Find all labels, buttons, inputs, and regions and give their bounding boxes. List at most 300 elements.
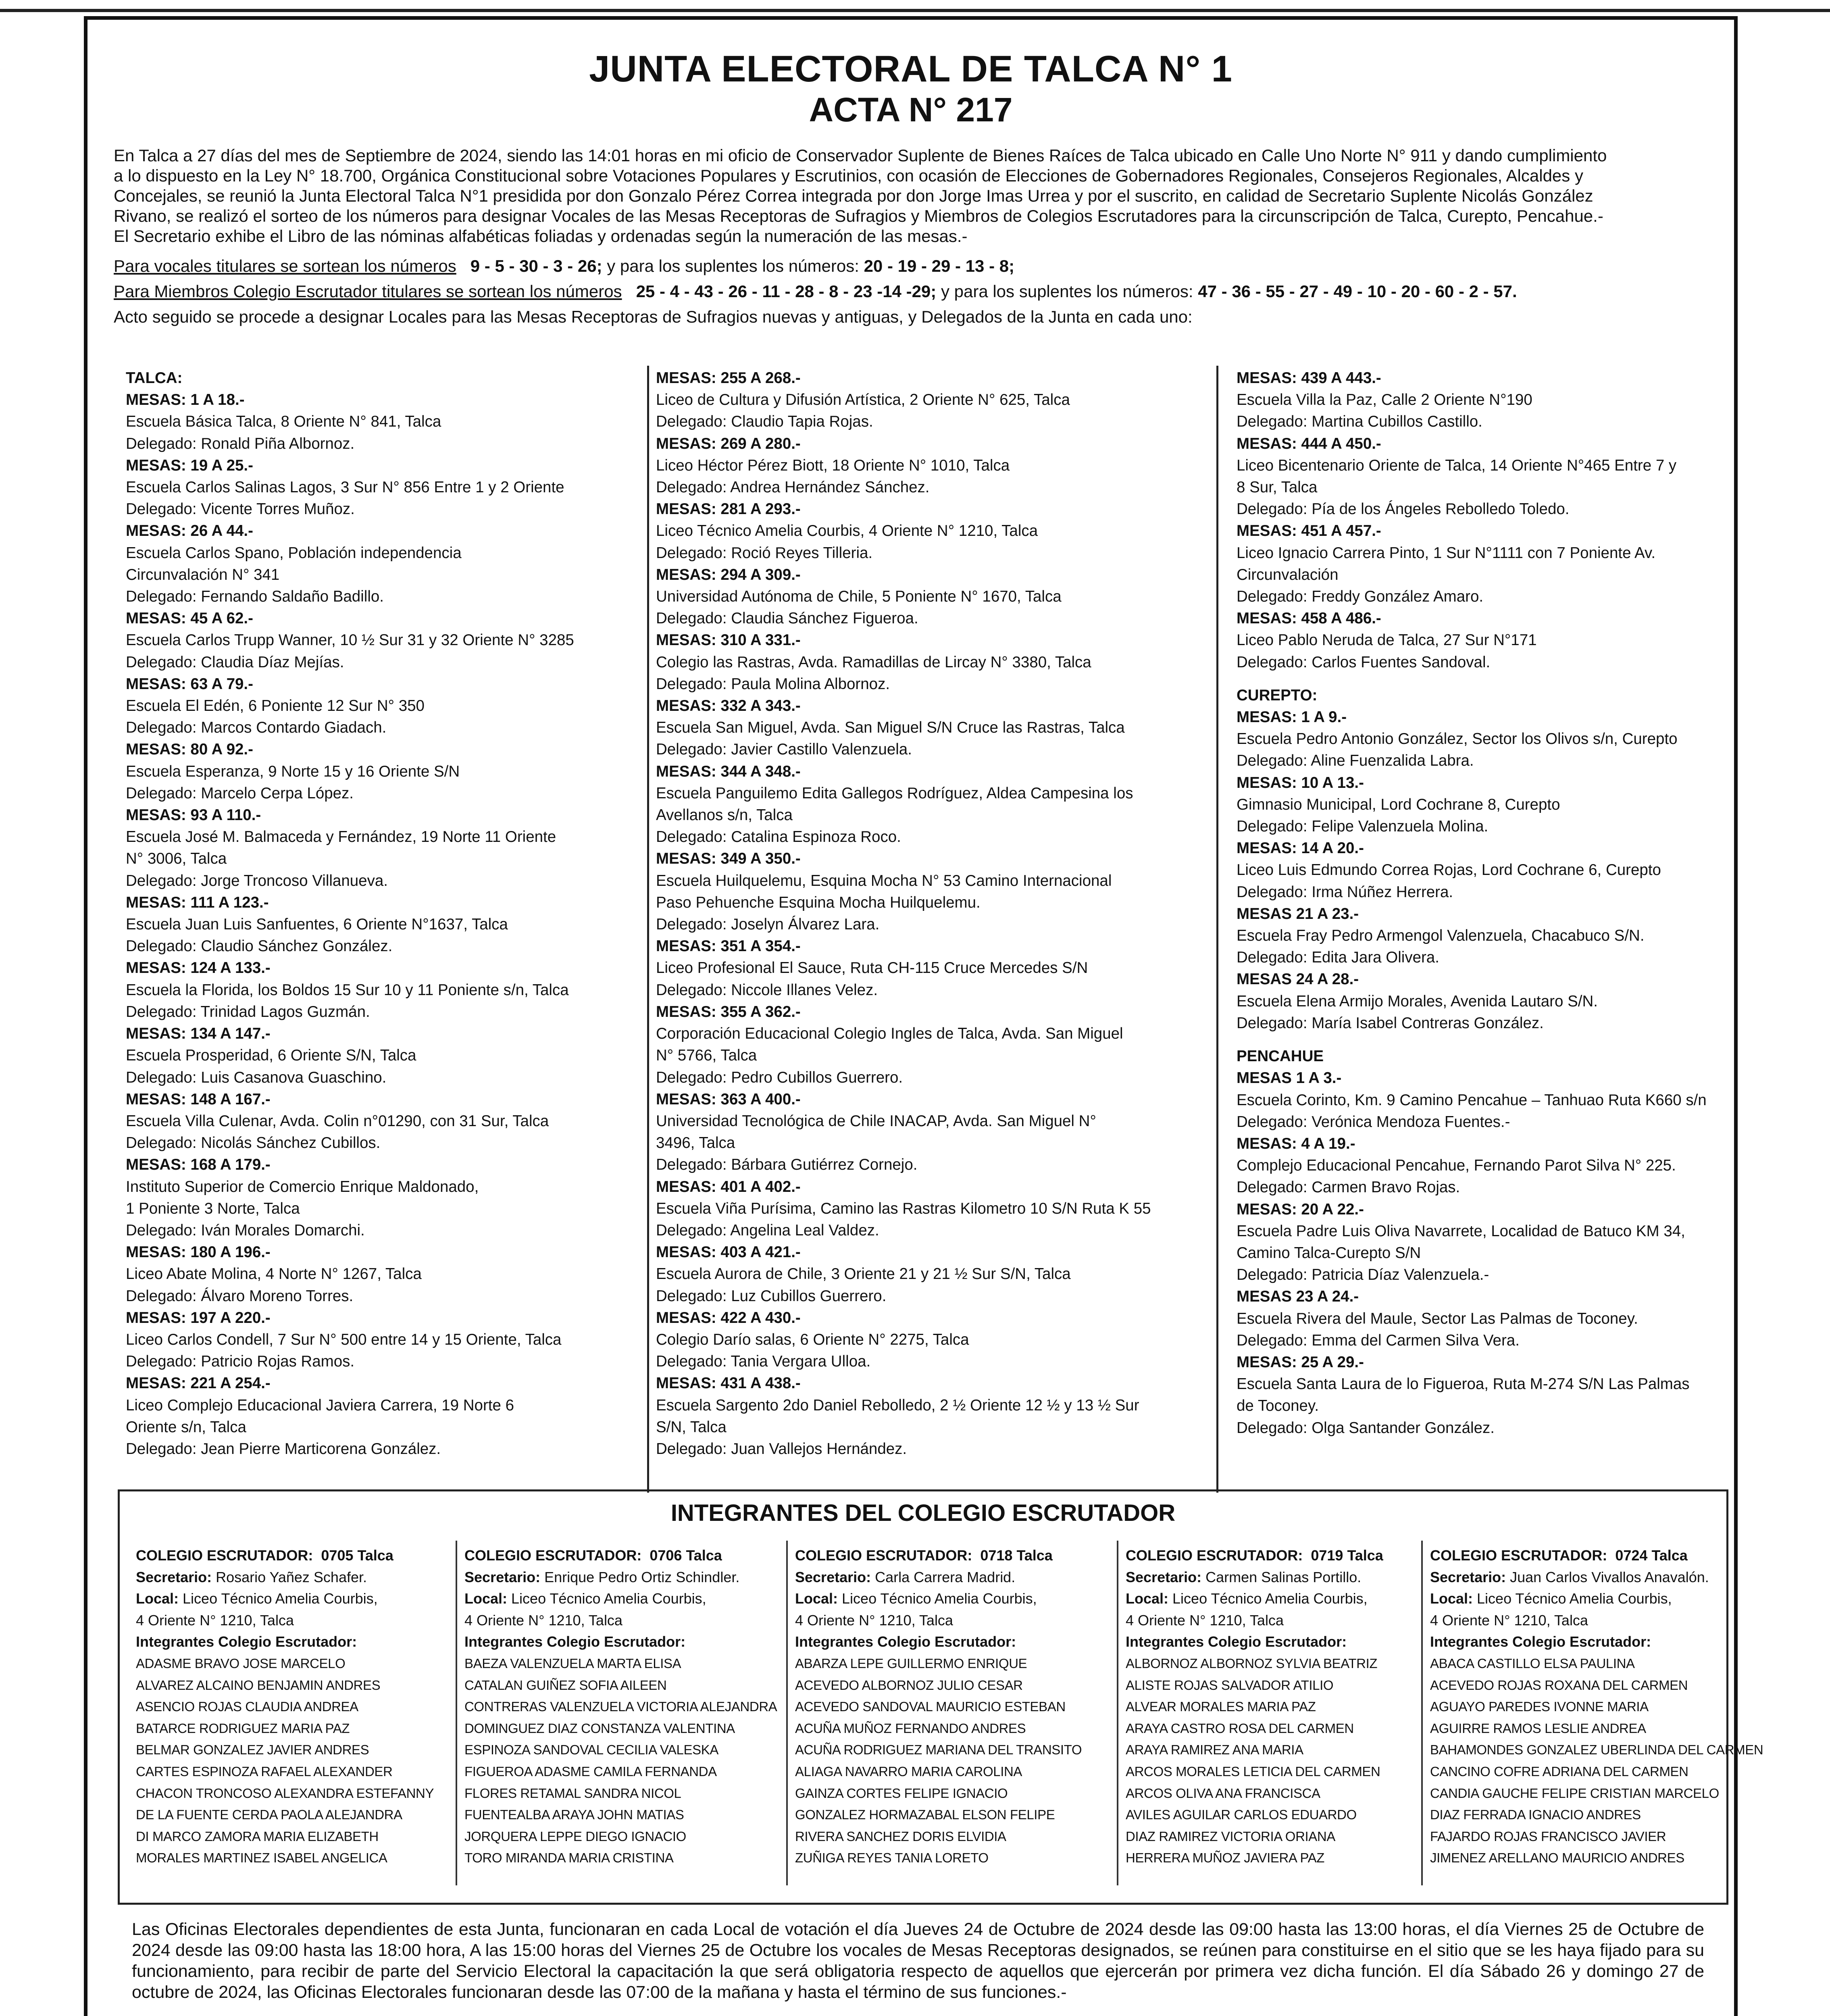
local-detail-line: Delegado: Bárbara Gutiérrez Cornejo. <box>656 1156 918 1174</box>
local-detail-line: Delegado: Angelina Leal Valdez. <box>656 1221 879 1239</box>
locales-column-talca-2 <box>656 367 1151 1460</box>
colegio-member: JIMENEZ ARELLANO MAURICIO ANDRES <box>1430 1850 1684 1866</box>
mesas-heading: MESAS: 431 A 438.- <box>656 1375 801 1392</box>
colegio-local <box>464 1588 777 1610</box>
local-detail-line: Universidad Tecnológica de Chile INACAP, Avda. San Miguel N° <box>656 1112 1096 1130</box>
colegio-integrantes-heading <box>464 1631 777 1653</box>
local-detail-line: Escuela Villa la Paz, Calle 2 Oriente N°190 <box>1237 391 1532 409</box>
colegio-local-address <box>136 1610 434 1631</box>
colegio-heading <box>1430 1545 1763 1566</box>
colegio-number: 0719 Talca <box>1311 1547 1383 1564</box>
local-address: 4 Oriente N° 1210, Talca <box>136 1612 294 1629</box>
colegio-member: CONTRERAS VALENZUELA VICTORIA ALEJANDRA <box>464 1699 777 1714</box>
colegio-member: ARCOS MORALES LETICIA DEL CARMEN <box>1126 1764 1380 1779</box>
colegio-title: INTEGRANTES DEL COLEGIO ESCRUTADOR <box>670 1500 1176 1526</box>
vocales-titulares-numbers: 9 - 5 - 30 - 3 - 26; <box>470 256 602 275</box>
mesas-heading: MESAS: 124 A 133.- <box>126 959 271 977</box>
colegio-divider <box>786 1541 788 1885</box>
mesas-heading: MESAS: 221 A 254.- <box>126 1375 271 1392</box>
colegio-member: ARAYA RAMIREZ ANA MARIA <box>1126 1742 1303 1758</box>
local-detail-line: 1 Poniente 3 Norte, Talca <box>126 1200 300 1217</box>
colegio-local-address <box>795 1610 1082 1631</box>
colegio-member: BAEZA VALENZUELA MARTA ELISA <box>464 1656 681 1671</box>
colegio-member: FLORES RETAMAL SANDRA NICOL <box>464 1785 681 1801</box>
local-detail-line: Escuela Santa Laura de lo Figueroa, Ruta M-274 S/N Las Palmas <box>1237 1375 1690 1393</box>
local-detail-line: Escuela Prosperidad, 6 Oriente S/N, Talca <box>126 1047 416 1064</box>
colegio-draw-label: Para Miembros Colegio Escrutador titulares se sortean los números <box>114 282 622 301</box>
colegio-label: COLEGIO ESCRUTADOR: <box>136 1547 313 1564</box>
colegio-titulares-numbers: 25 - 4 - 43 - 26 - 11 - 28 - 8 - 23 -14 -29; <box>636 282 937 301</box>
local-detail-line: Delegado: Jorge Troncoso Villanueva. <box>126 872 388 889</box>
mesas-heading: MESAS: 439 A 443.- <box>1237 369 1381 387</box>
local-detail-line: Escuela Rivera del Maule, Sector Las Palmas de Toconey. <box>1237 1310 1638 1327</box>
colegio-secretario <box>1430 1566 1763 1588</box>
local-detail-line: Delegado: Pía de los Ángeles Rebolledo Toledo. <box>1237 500 1570 518</box>
colegio-integrantes-heading <box>1430 1631 1763 1653</box>
mesas-heading: MESAS: 14 A 20.- <box>1237 839 1364 857</box>
local-detail-line: Delegado: Roció Reyes Tilleria. <box>656 544 873 562</box>
local-detail-line: Circunvalación <box>1237 566 1339 583</box>
colegio-member: GAINZA CORTES FELIPE IGNACIO <box>795 1785 1008 1801</box>
colegio-member: ABARZA LEPE GUILLERMO ENRIQUE <box>795 1656 1027 1671</box>
colegio-member: ADASME BRAVO JOSE MARCELO <box>136 1656 346 1671</box>
local-label: Local: <box>464 1590 508 1607</box>
local-detail-line: Liceo Complejo Educacional Javiera Carrera, 19 Norte 6 <box>126 1396 514 1414</box>
colegio-label: COLEGIO ESCRUTADOR: <box>1126 1547 1303 1564</box>
local-detail-line: Delegado: Emma del Carmen Silva Vera. <box>1237 1331 1520 1349</box>
local-detail-line: Liceo Abate Molina, 4 Norte N° 1267, Talca <box>126 1265 422 1283</box>
mesas-heading: MESAS: 111 A 123.- <box>126 893 269 911</box>
local-detail-line: Delegado: Iván Morales Domarchi. <box>126 1221 365 1239</box>
colegio-member: CATALAN GUIÑEZ SOFIA AILEEN <box>464 1677 667 1693</box>
local-detail-line: Liceo Profesional El Sauce, Ruta CH-115 Cruce Mercedes S/N <box>656 959 1088 977</box>
local-detail-line: Delegado: Claudia Díaz Mejías. <box>126 653 344 671</box>
mesas-heading: MESAS: 168 A 179.- <box>126 1156 271 1174</box>
local-detail-line: Delegado: Irma Núñez Herrera. <box>1237 883 1453 901</box>
colegio-member: AGUAYO PAREDES IVONNE MARIA <box>1430 1699 1649 1714</box>
colegio-group <box>1430 1545 1763 1869</box>
colegio-label: COLEGIO ESCRUTADOR: <box>795 1547 972 1564</box>
local-detail-line: Delegado: Catalina Espinoza Roco. <box>656 828 901 846</box>
mesas-heading: MESAS: 281 A 293.- <box>656 500 801 518</box>
colegio-member: ALIAGA NAVARRO MARIA CAROLINA <box>795 1764 1022 1779</box>
local-detail-line: Liceo Carlos Condell, 7 Sur N° 500 entre 14 y 15 Oriente, Talca <box>126 1331 562 1348</box>
local-detail-line: Liceo Luis Edmundo Correa Rojas, Lord Cochrane 6, Curepto <box>1237 861 1661 879</box>
mesas-heading: MESAS: 1 A 18.- <box>126 391 245 409</box>
local-detail-line: Escuela Sargento 2do Daniel Rebolledo, 2 ½ Oriente 12 ½ y 13 ½ Sur <box>656 1396 1139 1414</box>
secretario-label: Secretario: <box>464 1568 541 1585</box>
vocales-draw-line <box>114 256 1718 277</box>
colegio-group <box>795 1545 1082 1869</box>
local-address: 4 Oriente N° 1210, Talca <box>1430 1612 1588 1629</box>
colegio-member: DOMINGUEZ DIAZ CONSTANZA VALENTINA <box>464 1720 735 1736</box>
colegio-member: ASENCIO ROJAS CLAUDIA ANDREA <box>136 1699 358 1714</box>
local-detail-line: Escuela Viña Purísima, Camino las Rastras Kilometro 10 S/N Ruta K 55 <box>656 1200 1151 1217</box>
colegio-member: ALVAREZ ALCAINO BENJAMIN ANDRES <box>136 1677 381 1693</box>
mesas-heading: MESAS: 355 A 362.- <box>656 1003 801 1020</box>
local-name: Liceo Técnico Amelia Courbis, <box>1477 1590 1672 1607</box>
local-detail-line: Delegado: Nicolás Sánchez Cubillos. <box>126 1134 381 1152</box>
colegio-divider <box>1421 1541 1423 1885</box>
local-detail-line: Delegado: Pedro Cubillos Guerrero. <box>656 1068 903 1086</box>
colegio-suplentes-numbers: 47 - 36 - 55 - 27 - 49 - 10 - 20 - 60 - 2 - 57. <box>1198 282 1517 301</box>
mesas-heading: MESAS 23 A 24.- <box>1237 1288 1359 1306</box>
colegio-member: ACEVEDO ALBORNOZ JULIO CESAR <box>795 1677 1023 1693</box>
local-detail-line: Delegado: Marcos Contardo Giadach. <box>126 719 387 737</box>
mesas-heading: MESAS: 134 A 147.- <box>126 1025 271 1043</box>
local-detail-line: Escuela Padre Luis Oliva Navarrete, Localidad de Batuco KM 34, <box>1237 1222 1685 1240</box>
local-detail-line: Escuela José M. Balmaceda y Fernández, 19 Norte 11 Oriente <box>126 828 556 846</box>
colegio-secretario <box>795 1566 1082 1588</box>
local-detail-line: Escuela Villa Culenar, Avda. Colin n°01290, con 31 Sur, Talca <box>126 1112 549 1130</box>
local-detail-line: Escuela Pedro Antonio González, Sector los Olivos s/n, Curepto <box>1237 730 1678 748</box>
mesas-heading: MESAS: 180 A 196.- <box>126 1243 271 1261</box>
colegio-member: ZUÑIGA REYES TANIA LORETO <box>795 1850 989 1866</box>
colegio-number: 0705 Talca <box>321 1547 393 1564</box>
local-detail-line: Delegado: Martina Cubillos Castillo. <box>1237 413 1482 431</box>
local-detail-line: Paso Pehuenche Esquina Mocha Huilquelemu. <box>656 893 981 911</box>
colegio-member: FUENTEALBA ARAYA JOHN MATIAS <box>464 1807 684 1822</box>
local-detail-line: Delegado: Joselyn Álvarez Lara. <box>656 916 880 933</box>
local-detail-line: Delegado: Vicente Torres Muñoz. <box>126 500 355 518</box>
local-detail-line: Escuela Huilquelemu, Esquina Mocha N° 53 Camino Internacional <box>656 872 1112 889</box>
mesas-heading: MESAS: 401 A 402.- <box>656 1178 801 1195</box>
mesas-heading: MESAS: 403 A 421.- <box>656 1243 801 1261</box>
designar-line: Acto seguido se procede a designar Locales para las Mesas Receptoras de Sufragios nuevas y antiguas, y Delegados de la Junta en cada uno: <box>114 307 1193 326</box>
colegio-member: FIGUEROA ADASME CAMILA FERNANDA <box>464 1764 717 1779</box>
local-detail-line: Gimnasio Municipal, Lord Cochrane 8, Curepto <box>1237 796 1560 813</box>
colegio-member: ARAYA CASTRO ROSA DEL CARMEN <box>1126 1720 1354 1736</box>
mesas-heading: MESAS: 197 A 220.- <box>126 1309 271 1327</box>
colegio-number: 0724 Talca <box>1615 1547 1688 1564</box>
mesas-heading: MESAS 24 A 28.- <box>1237 971 1359 988</box>
colegio-number: 0706 Talca <box>650 1547 722 1564</box>
colegio-member: FAJARDO ROJAS FRANCISCO JAVIER <box>1430 1829 1666 1844</box>
colegio-group <box>136 1545 434 1869</box>
mesas-heading: MESAS: 26 A 44.- <box>126 522 253 540</box>
mesas-heading: MESAS: 63 A 79.- <box>126 675 253 693</box>
colegio-heading <box>136 1545 434 1566</box>
local-detail-line: Delegado: Álvaro Moreno Torres. <box>126 1287 354 1305</box>
colegio-member: ABACA CASTILLO ELSA PAULINA <box>1430 1656 1635 1671</box>
local-detail-line: Delegado: Patricia Díaz Valenzuela.- <box>1237 1266 1489 1284</box>
local-detail-line: Delegado: Trinidad Lagos Guzmán. <box>126 1003 370 1020</box>
local-detail-line: Escuela Elena Armijo Morales, Avenida Lautaro S/N. <box>1237 992 1598 1010</box>
colegio-local-address <box>464 1610 777 1631</box>
integrantes-label: Integrantes Colegio Escrutador: <box>136 1633 357 1650</box>
mesas-heading: MESAS: 422 A 430.- <box>656 1309 801 1327</box>
local-detail-line: Delegado: Aline Fuenzalida Labra. <box>1237 752 1474 770</box>
colegio-member: DE LA FUENTE CERDA PAOLA ALEJANDRA <box>136 1807 402 1822</box>
local-detail-line: Circunvalación N° 341 <box>126 566 280 583</box>
mesas-heading: MESAS: 344 A 348.- <box>656 762 801 780</box>
colegio-number: 0718 Talca <box>980 1547 1053 1564</box>
colegio-draw-line <box>114 281 1718 302</box>
colegio-local-address <box>1430 1610 1763 1631</box>
colegio-member: MORALES MARTINEZ ISABEL ANGELICA <box>136 1850 387 1866</box>
colegio-member: CHACON TRONCOSO ALEXANDRA ESTEFANNY <box>136 1785 434 1801</box>
local-detail-line: Delegado: Claudia Sánchez Figueroa. <box>656 610 918 627</box>
local-detail-line: Escuela Carlos Trupp Wanner, 10 ½ Sur 31 y 32 Oriente N° 3285 <box>126 631 574 649</box>
mesas-heading: MESAS: 1 A 9.- <box>1237 708 1347 726</box>
local-detail-line: Escuela Básica Talca, 8 Oriente N° 841, Talca <box>126 413 441 431</box>
local-detail-line: Oriente s/n, Talca <box>126 1418 246 1436</box>
vocales-suplentes-numbers: 20 - 19 - 29 - 13 - 8; <box>864 256 1015 275</box>
mesas-heading: MESAS: 25 A 29.- <box>1237 1353 1364 1371</box>
acta-number: ACTA N° 217 <box>809 91 1013 129</box>
local-label: Local: <box>795 1590 838 1607</box>
page-title: JUNTA ELECTORAL DE TALCA N° 1 <box>589 48 1232 90</box>
local-detail-line: 3496, Talca <box>656 1134 735 1152</box>
colegio-integrantes-heading <box>795 1631 1082 1653</box>
mesas-heading: MESAS: 349 A 350.- <box>656 850 801 868</box>
mesas-heading: MESAS: 363 A 400.- <box>656 1090 801 1108</box>
colegio-member: TORO MIRANDA MARIA CRISTINA <box>464 1850 674 1866</box>
colegio-member: ARCOS OLIVA ANA FRANCISCA <box>1126 1785 1320 1801</box>
colegio-member: DIAZ FERRADA IGNACIO ANDRES <box>1430 1807 1641 1822</box>
colegio-member: BATARCE RODRIGUEZ MARIA PAZ <box>136 1720 350 1736</box>
colegio-member: ALBORNOZ ALBORNOZ SYLVIA BEATRIZ <box>1126 1656 1378 1671</box>
local-detail-line: Liceo Pablo Neruda de Talca, 27 Sur N°171 <box>1237 631 1537 649</box>
mesas-heading: MESAS: 4 A 19.- <box>1237 1135 1355 1152</box>
local-detail-line: Escuela Carlos Spano, Población independencia <box>126 544 462 562</box>
local-detail-line: Delegado: Olga Santander González. <box>1237 1419 1495 1437</box>
local-label: Local: <box>136 1590 179 1607</box>
local-detail-line: Escuela El Edén, 6 Poniente 12 Sur N° 350 <box>126 697 425 715</box>
intro-line: Concejales, se reunió la Junta Electoral Talca N°1 presidida por don Gonzalo Pérez Correa integrada por don Jorge Imas Urrea y por el suscrito, en calidad de Secretario Suplente Nicolás González <box>114 186 1593 205</box>
local-detail-line: S/N, Talca <box>656 1418 727 1436</box>
colegio-member: RIVERA SANCHEZ DORIS ELVIDIA <box>795 1829 1006 1844</box>
local-detail-line: Colegio las Rastras, Avda. Ramadillas de Lircay N° 3380, Talca <box>656 653 1091 671</box>
colegio-member: AGUIRRE RAMOS LESLIE ANDREA <box>1430 1720 1646 1736</box>
integrantes-label: Integrantes Colegio Escrutador: <box>795 1633 1016 1650</box>
mesas-heading: MESAS: 451 A 457.- <box>1237 522 1381 540</box>
intro-line: En Talca a 27 días del mes de Septiembre de 2024, siendo las 14:01 horas en mi oficio de Conservador Suplente de Bienes Raíces de Talca ubicado en Calle Uno Norte N° 911 y dando cumplimiento <box>114 146 1607 165</box>
colegio-member: BAHAMONDES GONZALEZ UBERLINDA DEL CARMEN <box>1430 1742 1763 1758</box>
colegio-local <box>1126 1588 1383 1610</box>
local-detail-line: Delegado: Verónica Mendoza Fuentes.- <box>1237 1113 1510 1131</box>
mesas-heading: MESAS: 294 A 309.- <box>656 566 801 583</box>
colegio-heading <box>1126 1545 1383 1566</box>
colegio-member: ALVEAR MORALES MARIA PAZ <box>1126 1699 1316 1714</box>
colegio-member: BELMAR GONZALEZ JAVIER ANDRES <box>136 1742 369 1758</box>
local-detail-line: Delegado: Ronald Piña Albornoz. <box>126 435 355 452</box>
secretario-label: Secretario: <box>795 1568 871 1585</box>
local-detail-line: Delegado: Andrea Hernández Sánchez. <box>656 479 930 496</box>
local-detail-line: Colegio Darío salas, 6 Oriente N° 2275, Talca <box>656 1331 969 1348</box>
local-detail-line: Avellanos s/n, Talca <box>656 806 793 824</box>
secretario-name: Enrique Pedro Ortiz Schindler. <box>544 1568 740 1585</box>
local-address: 4 Oriente N° 1210, Talca <box>795 1612 953 1629</box>
colegio-escrutador-box <box>118 1489 1763 1905</box>
colegio-integrantes-heading <box>1126 1631 1383 1653</box>
local-detail-line: Camino Talca-Curepto S/N <box>1237 1244 1421 1262</box>
colegio-group <box>1126 1545 1383 1869</box>
local-label: Local: <box>1126 1590 1169 1607</box>
local-address: 4 Oriente N° 1210, Talca <box>1126 1612 1284 1629</box>
local-detail-line: Liceo Técnico Amelia Courbis, 4 Oriente N° 1210, Talca <box>656 522 1038 540</box>
colegio-secretario <box>136 1566 434 1588</box>
local-detail-line: Delegado: Tania Vergara Ulloa. <box>656 1353 871 1370</box>
mesas-heading: MESAS 1 A 3.- <box>1237 1069 1342 1087</box>
mesas-heading: PENCAHUE <box>1237 1048 1324 1065</box>
local-detail-line: Escuela Carlos Salinas Lagos, 3 Sur N° 856 Entre 1 y 2 Oriente <box>126 479 564 496</box>
local-detail-line: Liceo Héctor Pérez Biott, 18 Oriente N° 1010, Talca <box>656 456 1010 474</box>
colegio-member: ESPINOZA SANDOVAL CECILIA VALESKA <box>464 1742 718 1758</box>
mesas-heading: MESAS: 10 A 13.- <box>1237 774 1364 791</box>
local-detail-line: Liceo Ignacio Carrera Pinto, 1 Sur N°1111 con 7 Poniente Av. <box>1237 544 1656 562</box>
colegio-member: ACUÑA MUÑOZ FERNANDO ANDRES <box>795 1720 1026 1736</box>
secretario-label: Secretario: <box>136 1568 212 1585</box>
colegio-member: CANDIA GAUCHE FELIPE CRISTIAN MARCELO <box>1430 1785 1719 1801</box>
local-detail-line: Delegado: Edita Jara Olivera. <box>1237 949 1439 966</box>
local-detail-line: Delegado: Carlos Fuentes Sandoval. <box>1237 653 1491 671</box>
mesas-heading: MESAS: 310 A 331.- <box>656 631 801 649</box>
local-detail-line: Universidad Autónoma de Chile, 5 Poniente N° 1670, Talca <box>656 588 1062 606</box>
local-detail-line: Corporación Educacional Colegio Ingles de Talca, Avda. San Miguel <box>656 1025 1123 1043</box>
secretario-name: Rosario Yañez Schafer. <box>216 1568 367 1585</box>
mesas-heading: MESAS: 20 A 22.- <box>1237 1200 1364 1218</box>
column-divider <box>1216 366 1218 1493</box>
mesas-heading: MESAS: 45 A 62.- <box>126 610 253 627</box>
colegio-label: COLEGIO ESCRUTADOR: <box>464 1547 642 1564</box>
locales-column-curepto-pencahue <box>1237 367 1707 1439</box>
local-name: Liceo Técnico Amelia Courbis, <box>511 1590 706 1607</box>
column-divider <box>647 366 649 1493</box>
local-label: Local: <box>1430 1590 1473 1607</box>
colegio-member: GONZALEZ HORMAZABAL ELSON FELIPE <box>795 1807 1055 1822</box>
local-detail-line: Escuela Esperanza, 9 Norte 15 y 16 Oriente S/N <box>126 762 460 780</box>
colegio-member: ACEVEDO SANDOVAL MAURICIO ESTEBAN <box>795 1699 1066 1714</box>
top-rule <box>0 9 1830 12</box>
colegio-local-address <box>1126 1610 1383 1631</box>
local-address: 4 Oriente N° 1210, Talca <box>464 1612 622 1629</box>
colegio-local <box>1430 1588 1763 1610</box>
secretario-label: Secretario: <box>1430 1568 1506 1585</box>
mesas-heading: MESAS: 444 A 450.- <box>1237 435 1381 452</box>
colegio-integrantes-heading <box>136 1631 434 1653</box>
integrantes-label: Integrantes Colegio Escrutador: <box>1126 1633 1347 1650</box>
local-detail-line: Delegado: Patricio Rojas Ramos. <box>126 1353 355 1370</box>
mesas-heading: MESAS: 19 A 25.- <box>126 456 253 474</box>
local-detail-line: Escuela Fray Pedro Armengol Valenzuela, Chacabuco S/N. <box>1237 927 1645 945</box>
colegio-member: CANCINO COFRE ADRIANA DEL CARMEN <box>1430 1764 1688 1779</box>
colegio-label: COLEGIO ESCRUTADOR: <box>1430 1547 1607 1564</box>
colegio-secretario <box>464 1566 777 1588</box>
intro-line: Rivano, se realizó el sorteo de los números para designar Vocales de las Mesas Receptoras de Sufragios y Miembros de Colegios Escrutadores para la circunscripción de Talca, Curepto, Pencahue.- <box>114 206 1603 225</box>
local-detail-line: Delegado: Carmen Bravo Rojas. <box>1237 1179 1460 1196</box>
local-detail-line: Delegado: Jean Pierre Marticorena González. <box>126 1440 441 1458</box>
local-detail-line: Delegado: Felipe Valenzuela Molina. <box>1237 818 1489 835</box>
local-detail-line: de Toconey. <box>1237 1397 1319 1415</box>
local-detail-line: Escuela Juan Luis Sanfuentes, 6 Oriente N°1637, Talca <box>126 916 508 933</box>
colegio-member: DI MARCO ZAMORA MARIA ELIZABETH <box>136 1829 379 1844</box>
local-detail-line: Escuela Corinto, Km. 9 Camino Pencahue – Tanhuao Ruta K660 s/n <box>1237 1091 1707 1109</box>
colegio-member: HERRERA MUÑOZ JAVIERA PAZ <box>1126 1850 1325 1866</box>
local-detail-line: N° 3006, Talca <box>126 850 227 868</box>
secretario-name: Carmen Salinas Portillo. <box>1205 1568 1362 1585</box>
colegio-heading <box>464 1545 777 1566</box>
local-detail-line: Delegado: Claudio Tapia Rojas. <box>656 413 873 431</box>
colegio-member: ALISTE ROJAS SALVADOR ATILIO <box>1126 1677 1334 1693</box>
section-spacer <box>1237 673 1707 685</box>
local-detail-line: Delegado: Javier Castillo Valenzuela. <box>656 741 912 758</box>
local-detail-line: Delegado: Marcelo Cerpa López. <box>126 784 354 802</box>
mesas-heading: MESAS: 80 A 92.- <box>126 741 253 758</box>
mesas-heading: MESAS: 93 A 110.- <box>126 806 261 824</box>
local-detail-line: Instituto Superior de Comercio Enrique Maldonado, <box>126 1178 479 1195</box>
colegio-group <box>464 1545 777 1869</box>
local-detail-line: N° 5766, Talca <box>656 1047 757 1064</box>
colegio-secretario <box>1126 1566 1383 1588</box>
colegio-member: CARTES ESPINOZA RAFAEL ALEXANDER <box>136 1764 393 1779</box>
local-detail-line: Escuela Panguilemo Edita Gallegos Rodríguez, Aldea Campesina los <box>656 784 1133 802</box>
local-detail-line: Delegado: Luz Cubillos Guerrero. <box>656 1287 887 1305</box>
vocales-suplentes-label: y para los suplentes los números: <box>607 256 859 275</box>
intro-line: a lo dispuesto en la Ley N° 18.700, Orgánica Constitucional sobre Votaciones Populares y Escrutinios, con ocasión de Elecciones de Gobernadores Regionales, Consejeros Regionales, Alcaldes y <box>114 166 1583 185</box>
mesas-heading: MESAS: 255 A 268.- <box>656 369 801 387</box>
secretario-name: Juan Carlos Vivallos Anavalón. <box>1510 1568 1709 1585</box>
secretario-name: Carla Carrera Madrid. <box>875 1568 1016 1585</box>
mesas-heading: MESAS: 458 A 486.- <box>1237 610 1381 627</box>
local-detail-line: Delegado: María Isabel Contreras González. <box>1237 1014 1544 1032</box>
local-detail-line: Escuela San Miguel, Avda. San Miguel S/N Cruce las Rastras, Talca <box>656 719 1125 737</box>
closing-section <box>132 1919 1704 2016</box>
local-detail-line: Delegado: Luis Casanova Guaschino. <box>126 1068 387 1086</box>
colegio-divider <box>456 1541 457 1885</box>
local-detail-line: Delegado: Niccole Illanes Velez. <box>656 981 878 999</box>
colegio-member: ACUÑA RODRIGUEZ MARIANA DEL TRANSITO <box>795 1742 1082 1758</box>
local-detail-line: Delegado: Claudio Sánchez González. <box>126 937 393 955</box>
vocales-draw-label: Para vocales titulares se sortean los números <box>114 256 456 275</box>
local-detail-line: Complejo Educacional Pencahue, Fernando Parot Silva N° 225. <box>1237 1157 1676 1175</box>
colegio-suplentes-label: y para los suplentes los números: <box>941 282 1193 301</box>
mesas-heading: CUREPTO: <box>1237 686 1318 704</box>
integrantes-label: Integrantes Colegio Escrutador: <box>464 1633 686 1650</box>
local-detail-line: 8 Sur, Talca <box>1237 479 1318 496</box>
secretario-label: Secretario: <box>1126 1568 1202 1585</box>
local-detail-line: Delegado: Juan Vallejos Hernández. <box>656 1440 907 1458</box>
mesas-heading: MESAS: 332 A 343.- <box>656 697 801 715</box>
local-detail-line: Escuela Aurora de Chile, 3 Oriente 21 y 21 ½ Sur S/N, Talca <box>656 1265 1071 1283</box>
office-hours-paragraph: Las Oficinas Electorales dependientes de esta Junta, funcionaran en cada Local de votación el día Jueves 24 de Octubre de 2024 desde las 09:00 hasta las 13:00 horas, el día Viernes 25 de Octubre de 2024 desde las 09:00 hasta las 18:00 hora, A las 15:00 horas del Viernes 25 de Octubre los vocales de Mesas Receptoras designados, se reúnen para constituirse en el sitio que se les haya fijado para su funcionamiento, para recibir de parte del Servicio Electoral la capacitación la que será obligatoria respecto de aquellos que ejercerán por primera vez dicha función. El día Sábado 26 y domingo 27 de octubre de 2024, las Oficinas Electorales funcionaran desde las 07:00 de la mañana y hasta el término de sus funciones.- <box>132 1920 1704 2002</box>
local-name: Liceo Técnico Amelia Courbis, <box>1172 1590 1368 1607</box>
local-detail-line: Delegado: Fernando Saldaño Badillo. <box>126 588 384 606</box>
mesas-heading: MESAS 21 A 23.- <box>1237 905 1359 923</box>
local-detail-line: Liceo de Cultura y Difusión Artística, 2 Oriente N° 625, Talca <box>656 391 1070 409</box>
integrantes-label: Integrantes Colegio Escrutador: <box>1430 1633 1651 1650</box>
mesas-heading: MESAS: 351 A 354.- <box>656 937 801 955</box>
colegio-local <box>795 1588 1082 1610</box>
colegio-member: DIAZ RAMIREZ VICTORIA ORIANA <box>1126 1829 1335 1844</box>
intro-line: El Secretario exhibe el Libro de las nóminas alfabéticas foliadas y ordenadas según la numeración de las mesas.- <box>114 227 968 246</box>
mesas-heading: MESAS: 148 A 167.- <box>126 1090 271 1108</box>
local-name: Liceo Técnico Amelia Courbis, <box>183 1590 378 1607</box>
section-spacer <box>1237 1034 1707 1045</box>
colegio-member: AVILES AGUILAR CARLOS EDUARDO <box>1126 1807 1357 1822</box>
local-detail-line: Delegado: Freddy González Amaro. <box>1237 588 1484 606</box>
local-name: Liceo Técnico Amelia Courbis, <box>842 1590 1037 1607</box>
mesas-heading: TALCA: <box>126 369 183 387</box>
mesas-heading: MESAS: 269 A 280.- <box>656 435 801 452</box>
intro-paragraph <box>114 146 1710 246</box>
colegio-member: ACEVEDO ROJAS ROXANA DEL CARMEN <box>1430 1677 1688 1693</box>
local-detail-line: Escuela la Florida, los Boldos 15 Sur 10 y 11 Poniente s/n, Talca <box>126 981 569 999</box>
colegio-heading <box>795 1545 1082 1566</box>
colegio-local <box>136 1588 434 1610</box>
colegio-member: JORQUERA LEPPE DIEGO IGNACIO <box>464 1829 686 1844</box>
colegio-divider <box>1117 1541 1118 1885</box>
